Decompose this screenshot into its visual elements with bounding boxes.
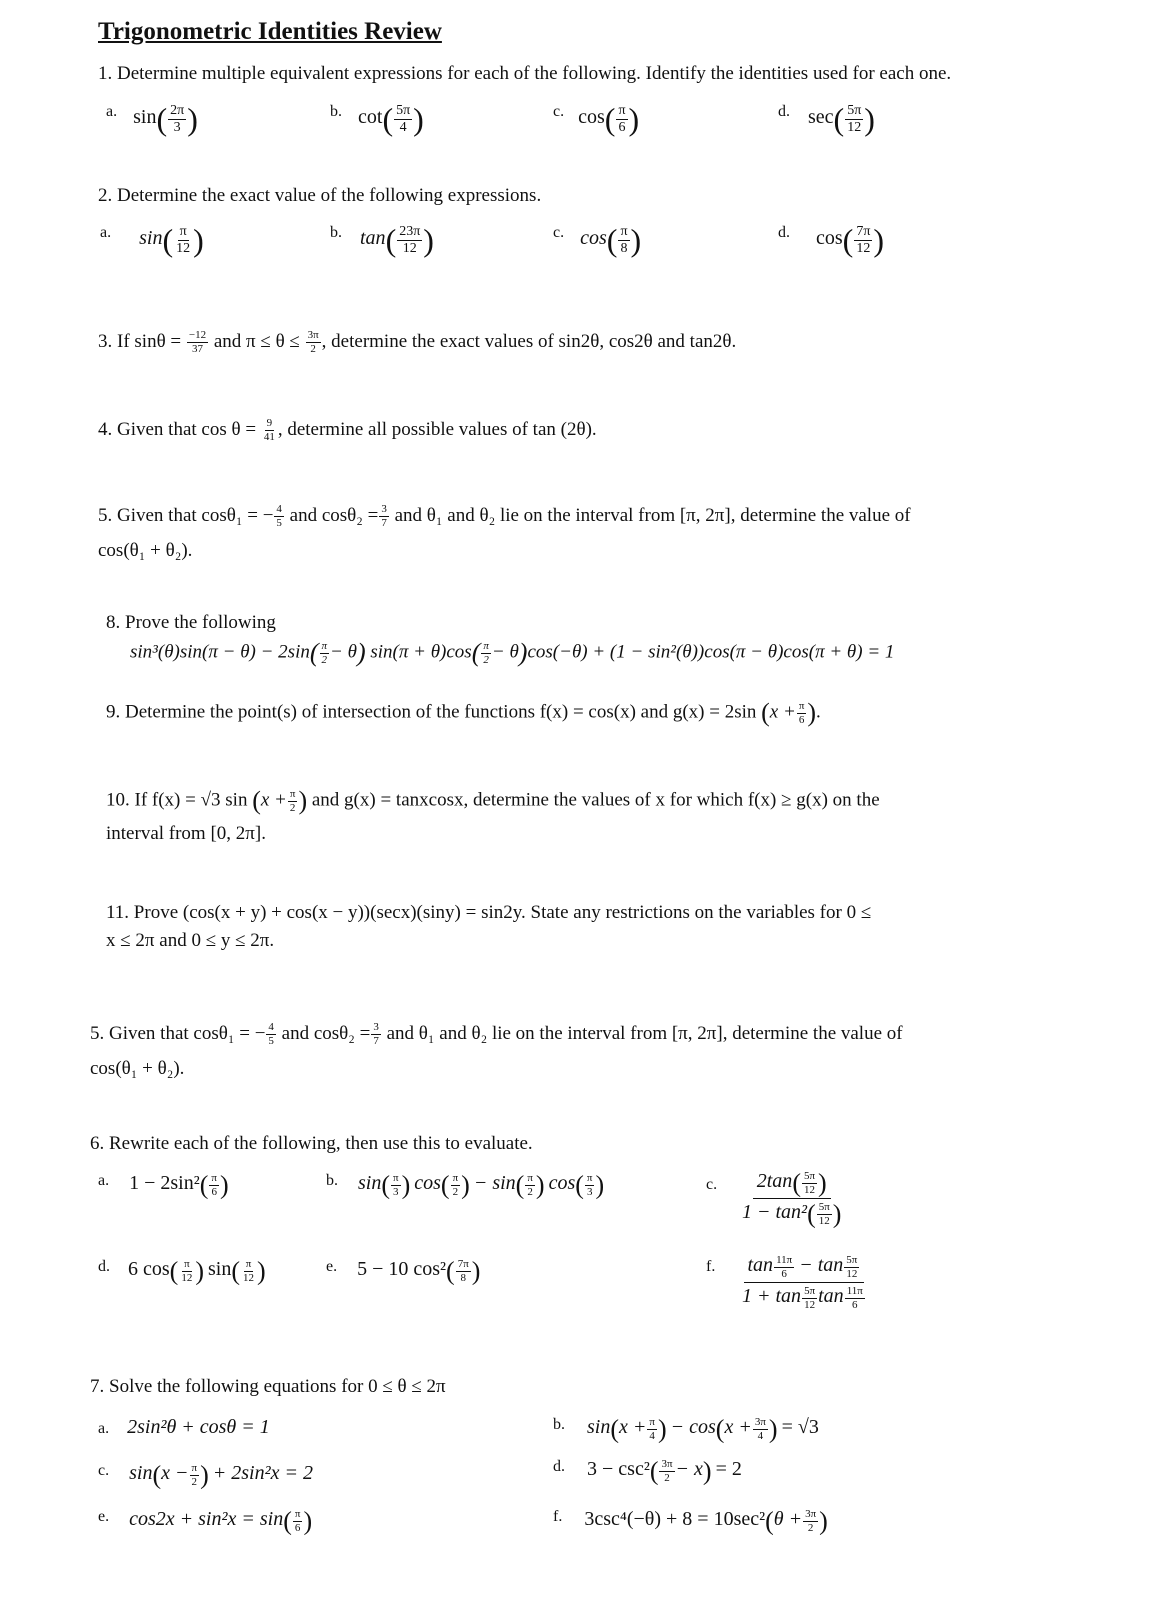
q10: 10. If f(x) = √3 sin (x + $\frac{\pi}{2}$ ) and g(x) = tanxcosx, determine the values of x for which f(x) ≥ g(x) on the [106, 786, 880, 815]
q6c-label: c. [706, 1176, 718, 1193]
q7f: f. 3csc⁴(−θ) + 8 = 10sec²(θ + $\frac{3\pi}{2}$ ) [553, 1506, 828, 1536]
q6d: d. 6 cos( $\frac{\pi}{12}$ ) sin( $\frac{\pi}{12}$ ) [98, 1256, 266, 1286]
q5-first: 5. Given that cosθ₁ = − $\frac{4}{5}$ and cosθ₂ = $\frac{3}{7}$ and θ₁ and θ₂ lie on the interval from [π, 2π], determine the value of [98, 503, 911, 529]
q7d: d. 3 − csc²( $\frac{3\pi}{2}$ − x) = 2 [553, 1456, 742, 1486]
q2b: b. tan( $\frac{23\pi}{12}$ ) [330, 222, 434, 258]
page-title: Trigonometric Identities Review [98, 18, 442, 45]
q7a: a. 2sin²θ + cosθ = 1 [98, 1416, 270, 1438]
q3: 3. If sinθ = $\frac{-12}{37}$ and π ≤ θ ≤ $\frac{3\pi}{2}$ , determine the exact values of sin2θ, cos2θ and tan2θ. [98, 329, 737, 355]
q6b: b. sin( $\frac{\pi}{3}$ ) cos( $\frac{\pi}{2}$ ) − sin( $\frac{\pi}{2}$ ) cos( $\frac{\pi}{3}$ ) [326, 1170, 605, 1200]
q2d: d. cos( $\frac{7\pi}{12}$ ) [778, 222, 885, 258]
q6f: tan $\frac{11\pi}{6}$ − tan $\frac{5\pi}{12}$ 1 + tan $\frac{5\pi}{12}$ tan $\frac{11\pi}{6}$ [742, 1253, 863, 1311]
q8-prompt: 8. Prove the following [106, 612, 276, 633]
q1-prompt: 1. Determine multiple equivalent expressions for each of the following. Identify the identities used for each one. [98, 63, 952, 84]
q7-prompt: 7. Solve the following equations for 0 ≤ θ ≤ 2π [90, 1376, 446, 1397]
q10-line2: interval from [0, 2π]. [106, 823, 266, 844]
q6-prompt: 6. Rewrite each of the following, then use this to evaluate. [90, 1133, 533, 1154]
q4: 4. Given that cos θ = $\frac{9}{41}$ , determine all possible values of tan (2θ). [98, 417, 597, 443]
q2-prompt: 2. Determine the exact value of the following expressions. [98, 185, 542, 206]
q8-expression: sin³(θ)sin(π − θ) − 2sin( $\frac{\pi}{2}$ − θ) sin(π + θ)cos( $\frac{\pi}{2}$ − θ)cos(−θ) + (1 − sin²(θ))cos(π − θ)cos(π + θ) = 1 [130, 638, 895, 667]
q5-repeat: 5. Given that cosθ₁ = − $\frac{4}{5}$ and cosθ₂ = $\frac{3}{7}$ and θ₁ and θ₂ lie on the interval from [π, 2π], determine the value of [90, 1021, 903, 1047]
q6f-label: f. [706, 1258, 716, 1275]
q6a: a. 1 − 2sin²( $\frac{\pi}{6}$ ) [98, 1170, 229, 1200]
q6e: e. 5 − 10 cos²( $\frac{7\pi}{8}$ ) [326, 1256, 481, 1286]
q5-repeat-line2: cos(θ₁ + θ₂). [90, 1058, 185, 1079]
q11: 11. Prove (cos(x + y) + cos(x − y))(secx)(siny) = sin2y. State any restrictions on the variables for 0 ≤ [106, 902, 872, 923]
q7c: c. sin(x − $\frac{\pi}{2}$ ) + 2sin²x = 2 [98, 1460, 313, 1490]
q9: 9. Determine the point(s) of intersection of the functions f(x) = cos(x) and g(x) = 2sin (x + $\frac{\pi}{6}$ ). [106, 698, 821, 727]
q7e: e. cos2x + sin²x = sin( $\frac{\pi}{6}$ ) [98, 1506, 313, 1536]
q2a: a. sin( $\frac{\pi}{12}$ ) [100, 222, 204, 258]
q5-first-line2: cos(θ₁ + θ₂). [98, 540, 193, 561]
q6c: 2tan( $\frac{5\pi}{12}$ ) 1 − tan²( $\frac{5\pi}{12}$ ) [742, 1168, 842, 1229]
q1c: c. cos( $\frac{\pi}{6}$ ) [553, 101, 640, 137]
q1b: b. cot( $\frac{5\pi}{4}$ ) [330, 101, 424, 137]
q1a: a. sin( $\frac{2\pi}{3}$ ) [106, 101, 198, 137]
q7b: b. sin(x + $\frac{\pi}{4}$ ) − cos(x + $\frac{3\pi}{4}$ ) = √3 [553, 1414, 819, 1444]
q2c: c. cos( $\frac{\pi}{8}$ ) [553, 222, 642, 258]
q1d: d. sec( $\frac{5\pi}{12}$ ) [778, 101, 875, 137]
q11-line2: x ≤ 2π and 0 ≤ y ≤ 2π. [106, 930, 275, 951]
